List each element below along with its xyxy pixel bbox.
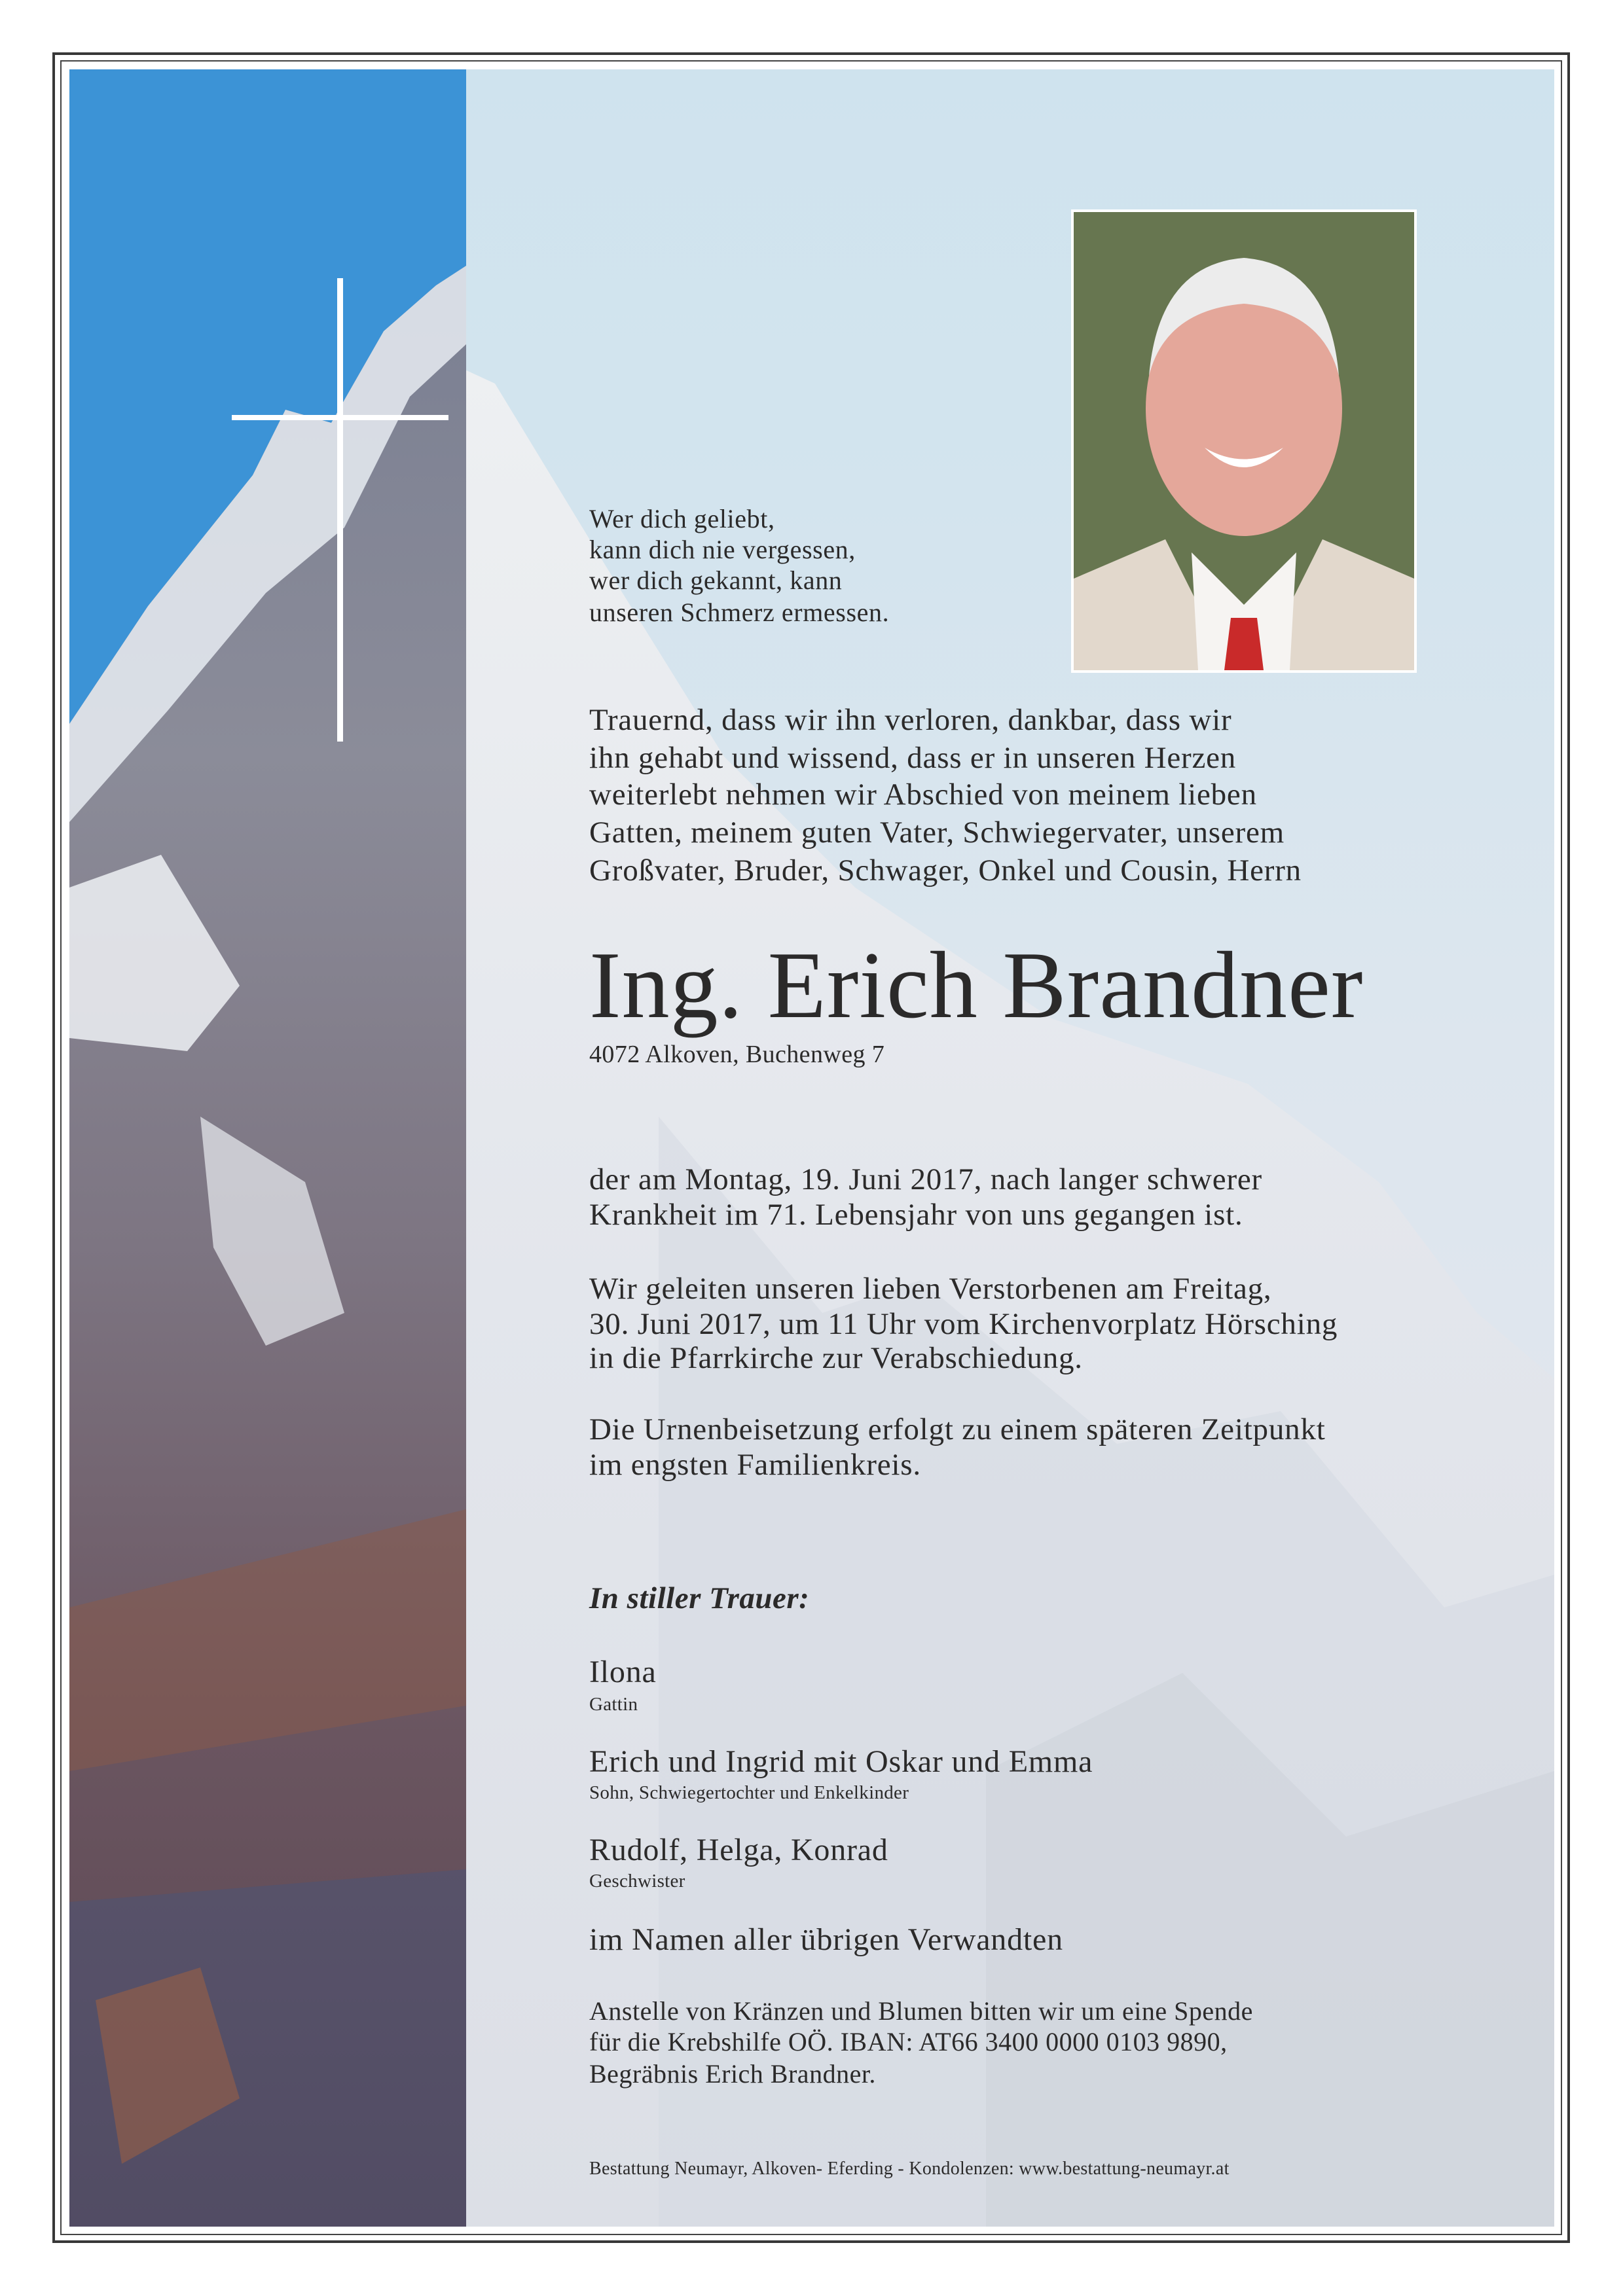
poem-line: unseren Schmerz ermessen. — [589, 598, 890, 627]
urn-line: im engsten Familienkreis. — [589, 1448, 921, 1482]
farewell-line: 30. Juni 2017, um 11 Uhr vom Kirchenvorplatz Hörsching — [589, 1307, 1338, 1341]
mourner-role: Sohn, Schwiegertochter und Enkelkinder — [589, 1782, 909, 1803]
intro-line: Großvater, Bruder, Schwager, Onkel und Cousin, Herrn — [589, 853, 1302, 888]
portrait-image — [1074, 212, 1414, 670]
mourner-name: Erich und Ingrid mit Oskar und Emma — [589, 1744, 1093, 1779]
intro-line: Gatten, meinem guten Vater, Schwiegervater, unserem — [589, 816, 1285, 850]
donation-line: für die Krebshilfe OÖ. IBAN: AT66 3400 0000 0103 9890, — [589, 2027, 1228, 2056]
mourner-role: Geschwister — [589, 1871, 685, 1892]
mourner-name: Rudolf, Helga, Konrad — [589, 1833, 888, 1867]
mourners-heading: In stiller Trauer: — [589, 1581, 810, 1615]
cross-icon-bar — [232, 415, 448, 420]
farewell-line: Wir geleiten unseren lieben Verstorbenen am Freitag, — [589, 1272, 1272, 1306]
death-notice-line: Krankheit im 71. Lebensjahr von uns gegangen ist. — [589, 1198, 1243, 1232]
intro-line: weiterlebt nehmen wir Abschied von meinem lieben — [589, 778, 1257, 812]
mourner-role: Gattin — [589, 1694, 638, 1715]
farewell-line: in die Pfarrkirche zur Verabschiedung. — [589, 1341, 1083, 1375]
donation-line: Begräbnis Erich Brandner. — [589, 2059, 876, 2089]
donation-line: Anstelle von Kränzen und Blumen bitten wir um eine Spende — [589, 1996, 1253, 2026]
intro-line: Trauernd, dass wir ihn verloren, dankbar, dass wir — [589, 703, 1232, 737]
death-notice-line: der am Montag, 19. Juni 2017, nach langer schwerer — [589, 1162, 1263, 1196]
funeral-home-footer: Bestattung Neumayr, Alkoven- Eferding - Kondolenzen: www.bestattung-neumayr.at — [589, 2159, 1230, 2179]
deceased-address: 4072 Alkoven, Buchenweg 7 — [589, 1041, 885, 1068]
deceased-name: Ing. Erich Brandner — [589, 932, 1364, 1038]
mountain-strip — [69, 69, 466, 2227]
poem-line: wer dich gekannt, kann — [589, 565, 843, 595]
mountain-strip-image — [69, 69, 466, 2227]
portrait-photo — [1071, 209, 1417, 673]
poem-line: Wer dich geliebt, — [589, 504, 775, 533]
mourner-name: Ilona — [589, 1655, 657, 1689]
intro-line: ihn gehabt und wissend, dass er in unseren Herzen — [589, 741, 1237, 775]
urn-line: Die Urnenbeisetzung erfolgt zu einem späteren Zeitpunkt — [589, 1412, 1326, 1446]
mourners-others: im Namen aller übrigen Verwandten — [589, 1922, 1063, 1957]
poem-line: kann dich nie vergessen, — [589, 535, 856, 564]
cross-icon — [337, 278, 343, 742]
